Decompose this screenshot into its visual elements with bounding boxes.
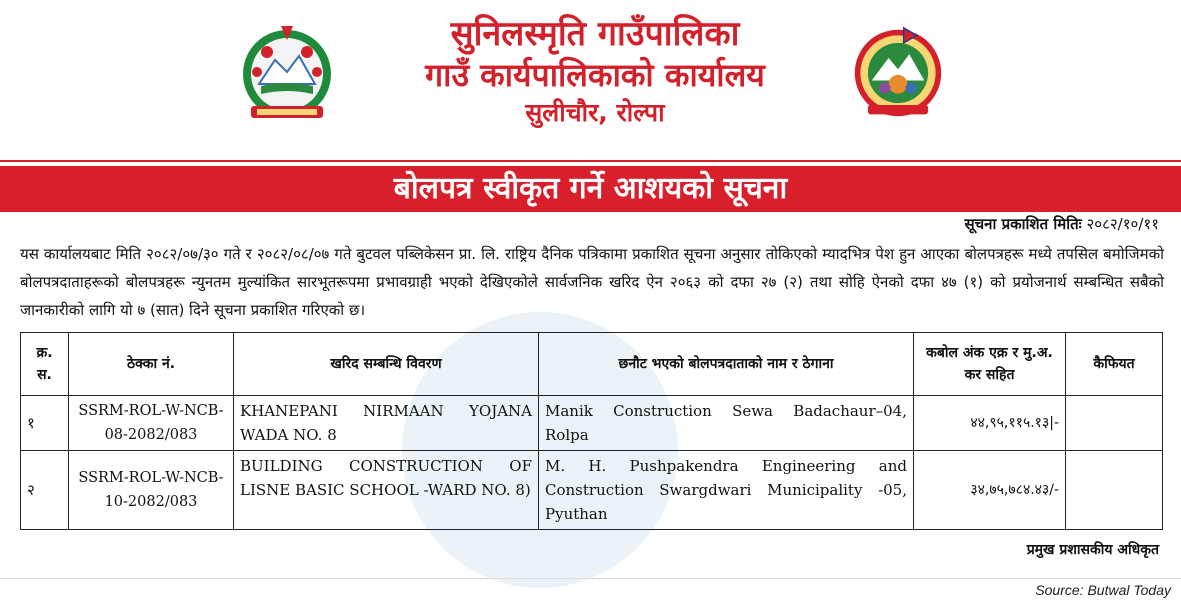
office-title-block: [340, 14, 850, 130]
cell-sn: २: [21, 451, 69, 530]
header-description: खरिद सम्बन्धि विवरण: [234, 333, 539, 396]
cell-description: BUILDING CONSTRUCTION OF LISNE BASIC SCHOOL -WARD NO. 8): [234, 451, 539, 530]
cell-bidder: Manik Construction Sewa Badachaur–04, Rolpa: [539, 396, 914, 451]
cell-amount: ४४,९५,११५.१३|-: [914, 396, 1066, 451]
footer-divider: [0, 578, 1181, 579]
header-remarks: कैफियत: [1066, 333, 1163, 396]
cell-remarks: [1066, 451, 1163, 530]
office-address: सुलीचौर, रोल्पा: [525, 98, 665, 127]
cell-contract: SSRM-ROL-W-NCB-08-2082/083: [69, 396, 234, 451]
header-divider: [0, 160, 1181, 162]
publish-date-value: २०८२/१०/११: [1086, 215, 1159, 233]
office-name: गाउँ कार्यपालिकाको कार्यालय: [425, 56, 765, 94]
table-header-row: [21, 333, 1163, 396]
publish-date-label: सूचना प्रकाशित मितिः: [964, 215, 1082, 233]
notice-header: [0, 0, 1181, 160]
cell-remarks: [1066, 396, 1163, 451]
cell-description: KHANEPANI NIRMAAN YOJANA WADA NO. 8: [234, 396, 539, 451]
cell-sn: १: [21, 396, 69, 451]
cell-contract: SSRM-ROL-W-NCB-10-2082/083: [69, 451, 234, 530]
header-sn: क्र. स.: [21, 333, 69, 396]
municipality-name: सुनिलस्मृति गाउँपालिका: [450, 14, 740, 54]
nepal-coat-of-arms-icon: [236, 22, 338, 122]
signatory-title: प्रमुख प्रशासकीय अधिकृत: [1026, 542, 1159, 558]
publish-date: [964, 214, 1159, 234]
source-credit: Source: Butwal Today: [1035, 582, 1171, 598]
header-amount: कबोल अंक एक्र र मु.अ. कर सहित: [914, 333, 1066, 396]
cell-amount: ३४,७५,७८४.४३/-: [914, 451, 1066, 530]
tender-table: [20, 332, 1163, 530]
municipality-logo-icon: [850, 26, 946, 120]
notice-body: यस कार्यालयबाट मिति २०८२/०७/३० गते र २०८२/०८/०७ गते बुटवल पब्लिकेसन प्रा. लि. राष्ट्रिय दैनिक पत्रिकामा प्रकाशित सूचना अनुसार तोकिएको म्यादभित्र पेश हुन आएका बोलपत्रहरू मध्ये तपसिल बमोजिमको बोलपत्रदाताहरूको बोलपत्रहरू न्युनतम मुल्यांकित सारभूतरूपमा प्रभावग्राही भएको देखिएकोले सार्वजनिक खरिद ऐन २०६३ को दफा २७ (२) तथा सोहि ऐनको दफा ४७ (१) को प्रयोजनार्थ सम्बन्धित सबैको जानकारीको लागि यो ७ (सात) दिने सूचना प्रकाशित गरिएको छ।: [20, 245, 1164, 319]
header-bidder: छनौट भएको बोलपत्रदाताको नाम र ठेगाना: [539, 333, 914, 396]
table-row: [21, 451, 1163, 530]
header-contract: ठेक्का नं.: [69, 333, 234, 396]
cell-bidder: M. H. Pushpakendra Engineering and Construction Swargdwari Municipality -05, Pyuthan: [539, 451, 914, 530]
notice-title-banner: बोलपत्र स्वीकृत गर्ने आशयको सूचना: [0, 166, 1181, 212]
table-row: [21, 396, 1163, 451]
